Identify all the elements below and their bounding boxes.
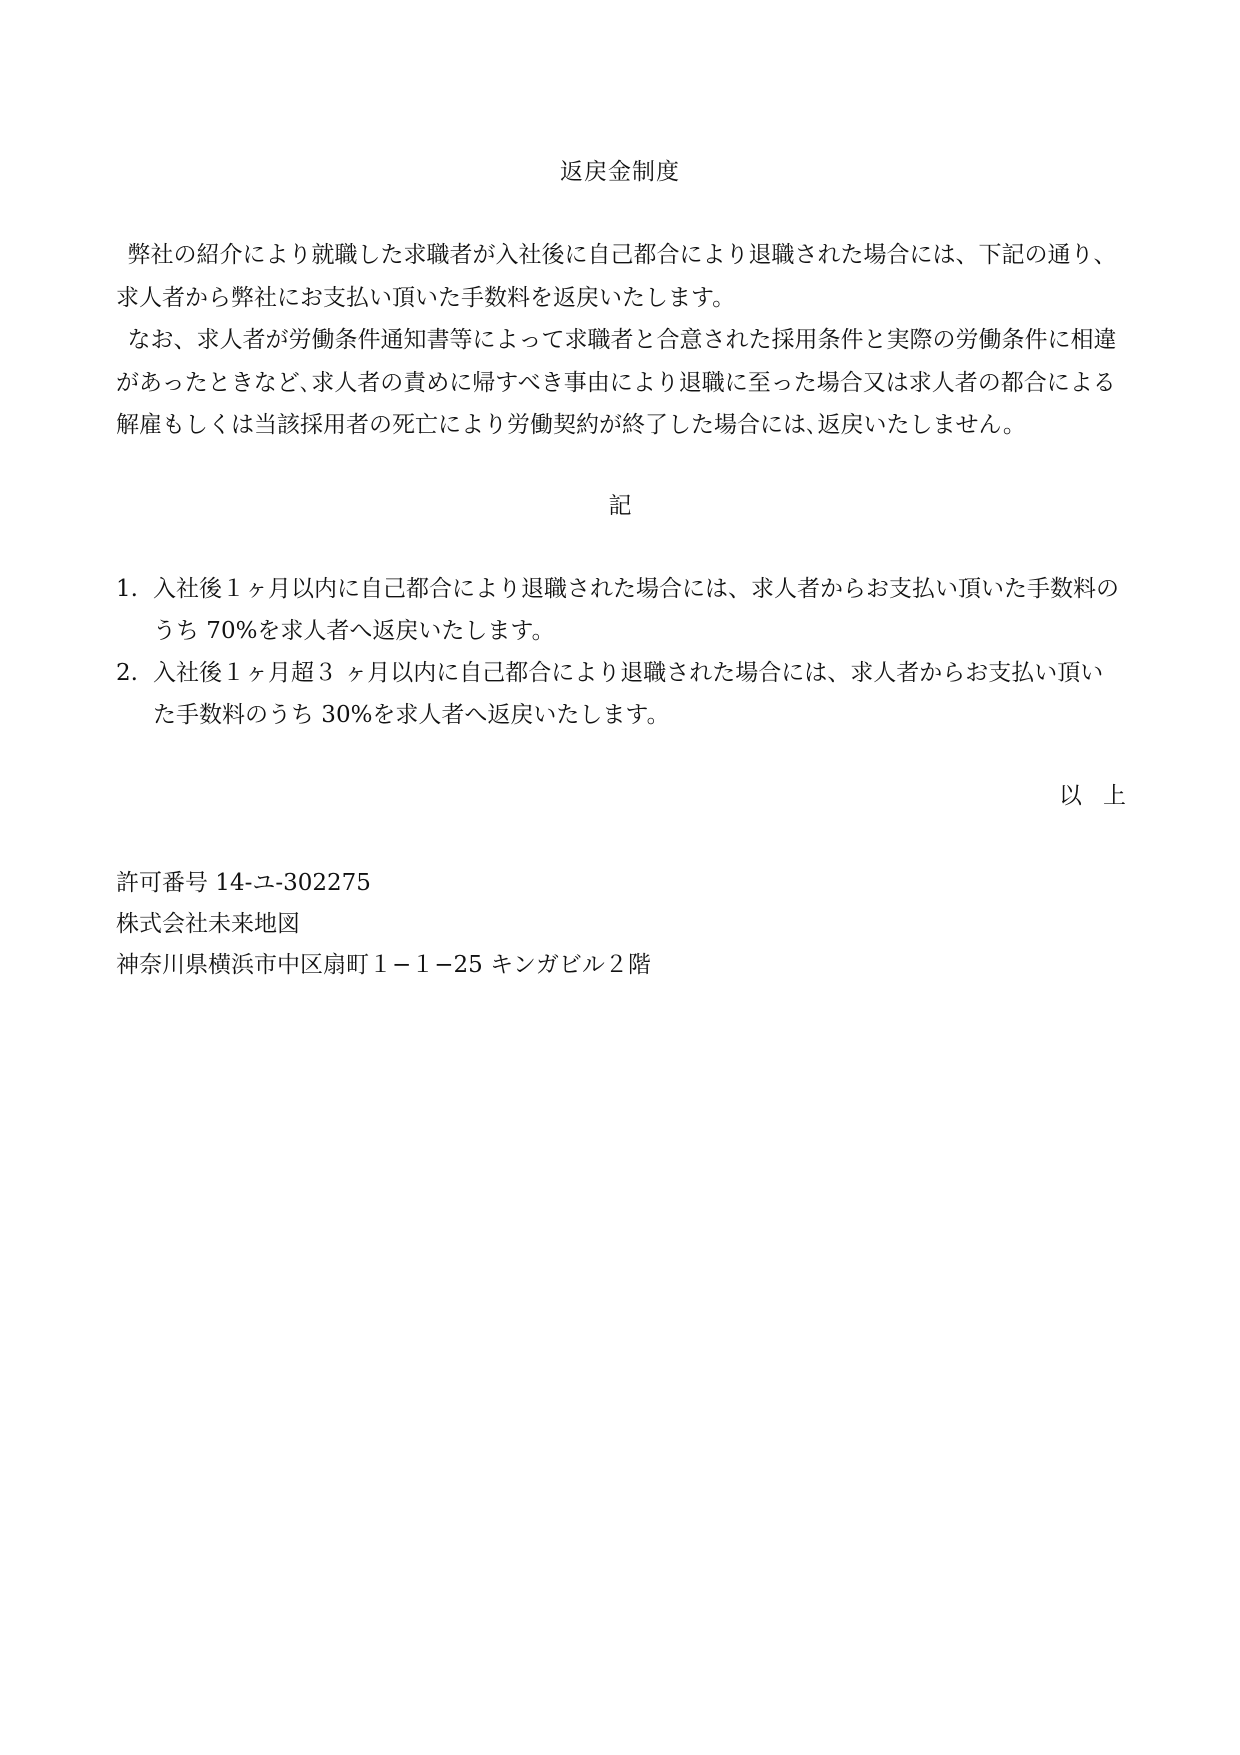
company-address: 神奈川県横浜市中区扇町１−１−25 キンガビル２階 [116, 952, 651, 978]
document-title: 返戻金制度 [560, 159, 680, 185]
paragraph-intro: 弊社の紹介により就職した求職者が入社後に自己都合により退職された場合には、下記の通り、求人者から弊社にお支払い頂いた手数料を返戻いたします。 [116, 242, 1117, 311]
company-name: 株式会社未来地図 [116, 911, 300, 937]
list-item [116, 568, 1126, 652]
ki-heading: 記 [608, 493, 632, 519]
list-item-number: 1. [116, 576, 138, 602]
list-item-text: 入社後１ヶ月以内に自己都合により退職された場合には、求人者からお支払い頂いた手数料のうち 70%を求人者へ返戻いたします。 [153, 576, 1119, 644]
paragraph-exceptions: なお、求人者が労働条件通知書等によって求職者と合意された採用条件と実際の労働条件に相違があったときなど､求人者の責めに帰すべき事由により退職に至った場合又は求人者の都合による解雇もしくは当該採用者の死亡により労働契約が終了した場合には､返戻いたしません。 [116, 327, 1117, 438]
company-info [116, 863, 651, 986]
list-item-text: 入社後１ヶ月超３ ヶ月以内に自己都合により退職された場合には、求人者からお支払い頂いた手数料のうち 30%を求人者へ返戻いたします。 [153, 660, 1104, 728]
closing-mark: 以 上 [1058, 783, 1126, 809]
body-text [116, 234, 1126, 447]
list-item-number: 2. [116, 660, 138, 686]
license-number: 許可番号 14-ユ-302275 [116, 870, 371, 896]
list-item [116, 652, 1126, 736]
refund-conditions-list [116, 568, 1126, 736]
